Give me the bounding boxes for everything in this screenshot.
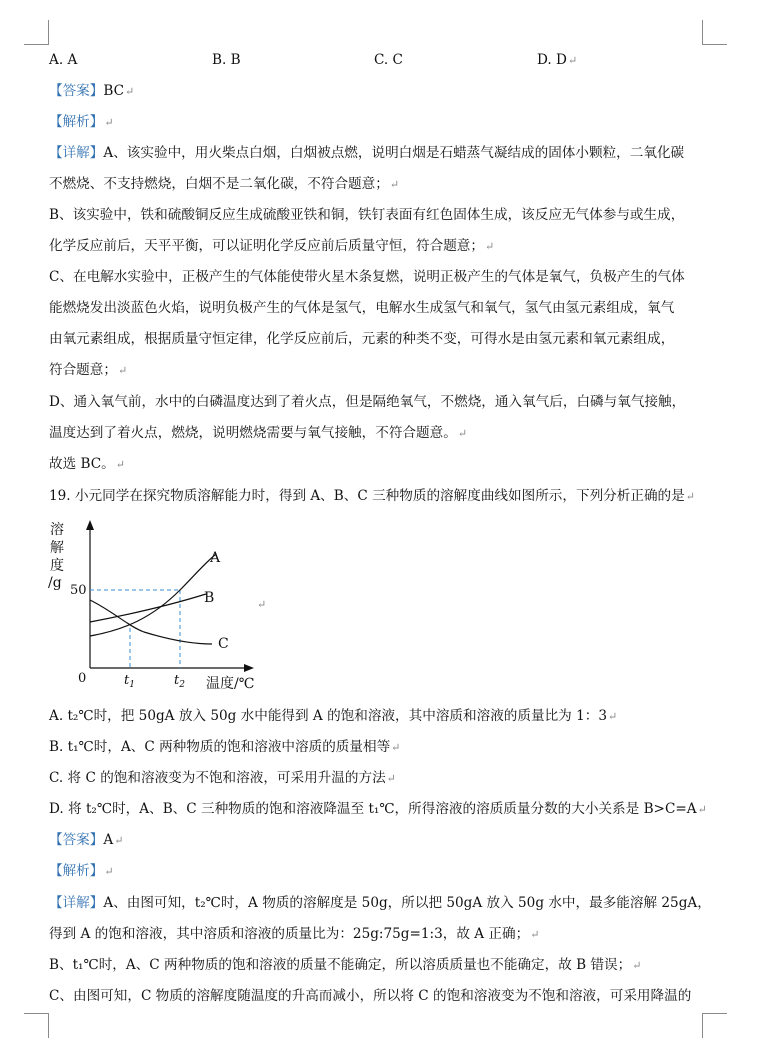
q19-detail-line: 得到 A 的饱和溶液，其中溶质和溶液的质量比为：25g:75g=1:3，故 A 正确；↵	[49, 926, 540, 942]
q18-detail-line: D、通入氧气前，水中的白磷温度达到了着火点，但是隔绝氧气，不燃烧，通入氧气后，白磷与氧气接触，	[49, 394, 686, 410]
q19-option-c: C. 将 C 的饱和溶液变为不饱和溶液，可采用升温的方法↵	[49, 770, 396, 786]
q18-detail-line: 符合题意；↵	[49, 362, 128, 378]
q18-detail-line: 不燃烧、不支持燃烧，白烟不是二氧化碳，不符合题意；↵	[49, 176, 400, 192]
q18-detail-line: B、该实验中，铁和硫酸铜反应生成硫酸亚铁和铜，铁钉表面有红色固体生成，该反应无气体参与或生成，	[49, 207, 685, 223]
q18-detail-line: C、在电解水实验中，正极产生的气体能使带火星木条复燃，说明正极产生的气体是氧气，负极产生的气体	[49, 269, 685, 285]
q18-conclusion: 故选 BC。↵	[49, 456, 125, 472]
x-tick-t1: $t_1$	[124, 673, 135, 690]
paragraph-mark: ↵	[567, 54, 578, 67]
q18-detail-line: 能燃烧发出淡蓝色火焰，说明负极产生的气体是氢气，电解水生成氢气和氧气，氢气由氢元素组成，氧气	[49, 300, 675, 316]
q19-stem: 19. 小元同学在探究物质溶解能力时，得到 A、B、C 三种物质的溶解度曲线如图所示，下列分析正确的是↵	[49, 488, 695, 504]
q19-answer: 【答案】A↵	[49, 832, 124, 848]
series-b-label: B	[204, 590, 215, 606]
y-axis-label-unit: /g	[48, 575, 62, 591]
y-axis-label-char-3: 度	[50, 558, 64, 574]
q19-option-d: D. 将 t₂℃时，A、B、C 三种物质的饱和溶液降温至 t₁℃，所得溶液的溶质质量分数的大小关系是 B>C=A↵	[49, 801, 707, 817]
q18-analysis-heading: 【解析】↵	[49, 114, 114, 130]
x-axis-label: 温度/℃	[206, 676, 255, 692]
solubility-chart	[44, 518, 274, 698]
crop-mark-top-left	[24, 20, 49, 45]
q18-detail-line: 化学反应前后，天平平衡，可以证明化学反应前后质量守恒，符合题意；↵	[49, 238, 495, 254]
q19-detail-line: B、t₁℃时，A、C 两种物质的饱和溶液的质量不能确定，所以溶质质量也不能确定，故 B 错误；↵	[49, 957, 642, 973]
y-axis-label-char-2: 解	[50, 540, 64, 556]
series-c-label: C	[218, 636, 229, 652]
crop-mark-top-right	[702, 20, 727, 45]
x-tick-t2: $t_2$	[174, 673, 185, 690]
q19-detail-line: 【详解】A、由图可知，t₂℃时，A 物质的溶解度是 50g，所以把 50gA 放入 50g 水中，最多能溶解 25gA，	[49, 895, 711, 911]
q18-answer: 【答案】BC↵	[49, 83, 135, 99]
series-b-curve	[90, 594, 206, 622]
q19-analysis-heading: 【解析】↵	[49, 863, 114, 879]
choice-b: B. B	[212, 52, 241, 68]
y-tick-50: 50	[70, 583, 87, 598]
series-a-curve	[90, 554, 216, 636]
choice-a: A. A	[49, 52, 78, 68]
crop-mark-bottom-right	[702, 1013, 727, 1038]
q19-option-b: B. t₁℃时，A、C 两种物质的饱和溶液中溶质的质量相等↵	[49, 739, 401, 755]
x-axis-arrow	[244, 664, 254, 672]
q18-detail-line: 由氧元素组成，根据质量守恒定律，化学反应前后，元素的种类不变，可得水是由氢元素和氧元素组成，	[49, 331, 675, 347]
q19-option-a: A. t₂℃时，把 50gA 放入 50g 水中能得到 A 的饱和溶液，其中溶质和溶液的质量比为 1：3↵	[49, 708, 618, 724]
crop-mark-bottom-left	[24, 1013, 49, 1038]
choice-c: C. C	[374, 52, 403, 68]
origin-label: 0	[78, 671, 87, 686]
q18-detail-line: 温度达到了着火点，燃烧，说明燃烧需要与氧气接触，不符合题意。↵	[49, 425, 468, 441]
y-axis-label-char-1: 溶	[50, 522, 64, 538]
series-a-label: A	[210, 550, 221, 566]
choice-d: D. D↵	[537, 52, 578, 68]
paragraph-mark: ↵	[257, 598, 267, 611]
series-c-curve	[90, 600, 212, 644]
y-axis-arrow	[86, 520, 94, 530]
q18-detail-line: 【详解】A、该实验中，用火柴点白烟，白烟被点燃，说明白烟是石蜡蒸气凝结成的固体小颗粒，二氧化碳	[49, 145, 685, 161]
q19-detail-line: C、由图可知，C 物质的溶解度随温度的升高而减小，所以将 C 的饱和溶液变为不饱和溶液，可采用降温的	[49, 988, 692, 1004]
